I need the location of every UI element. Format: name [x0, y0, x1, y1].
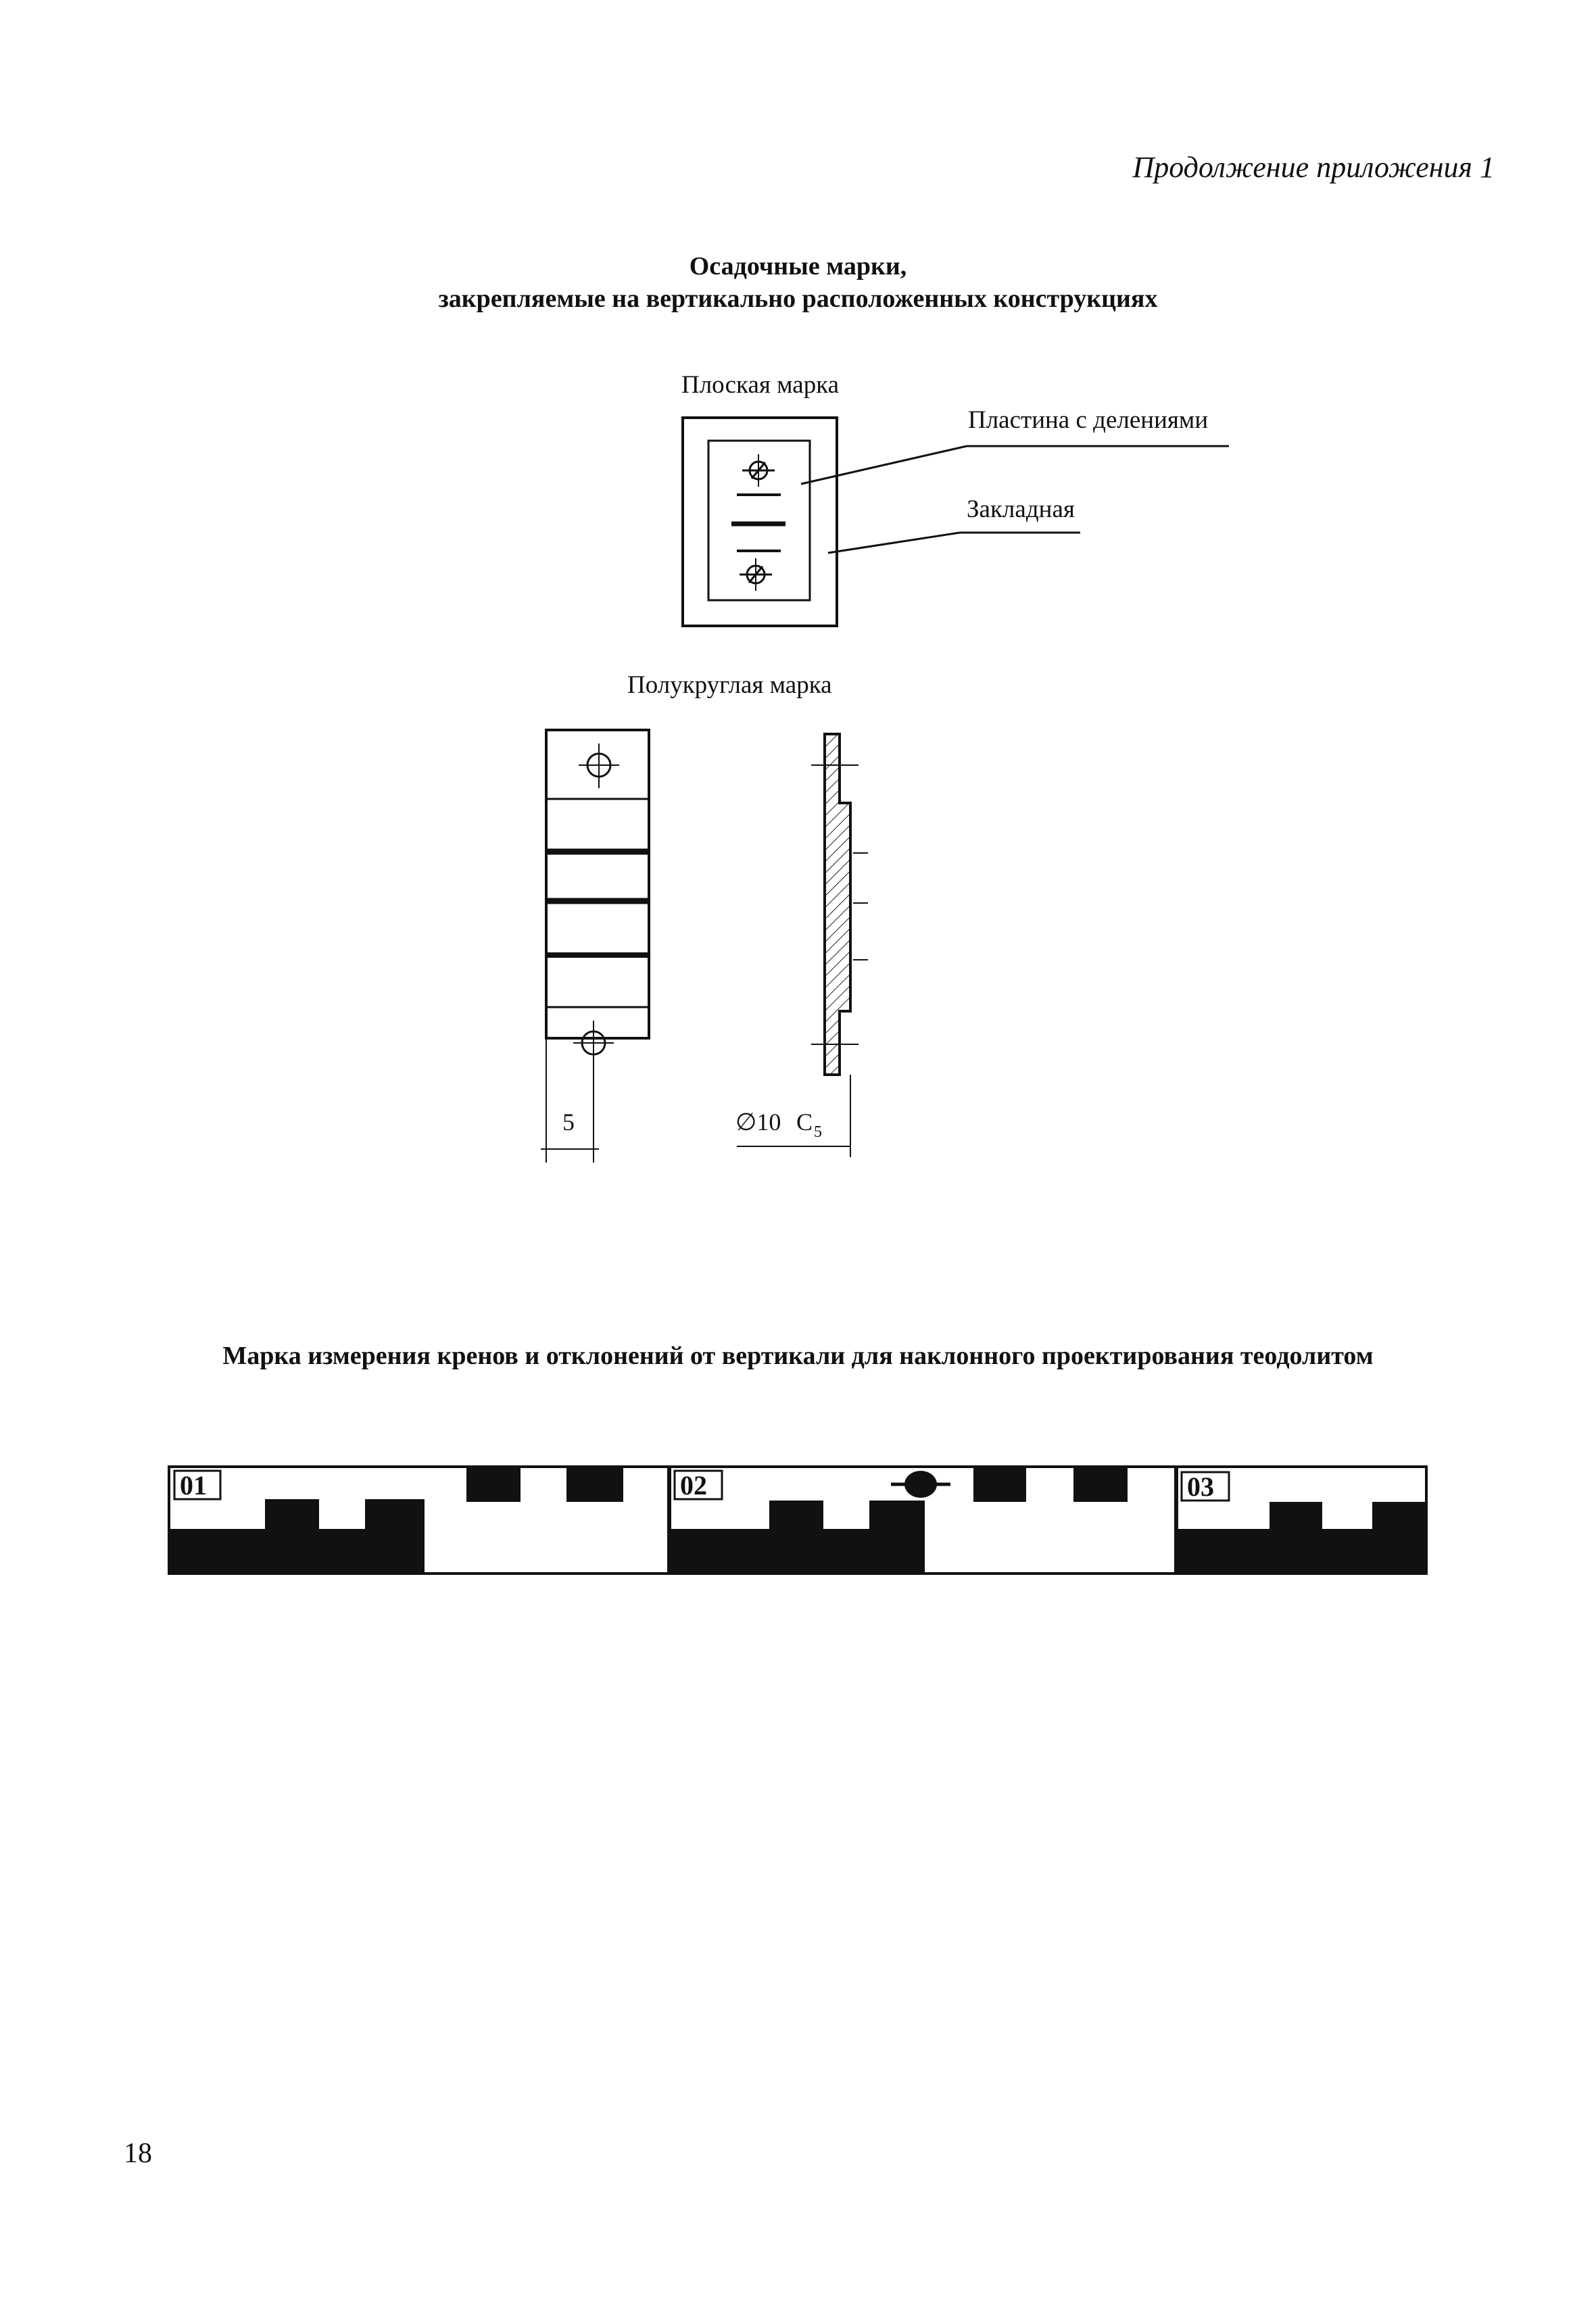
semicircular-mark-side-view — [735, 734, 868, 1157]
svg-text:01: 01 — [180, 1470, 207, 1501]
dimension-chamfer-label: C — [796, 1108, 813, 1136]
dimension-diameter-label: ∅10 — [735, 1108, 781, 1136]
callout-embed-leader — [828, 533, 960, 553]
scale-label-01 — [174, 1470, 220, 1501]
callout-plate-leader — [801, 446, 967, 484]
section2-title: Марка измерения кренов и отклонений от вертикали для наклонного проектирования теодолитом — [222, 1342, 1374, 1370]
semicircular-mark-caption: Полукруглая марка — [627, 671, 832, 699]
flat-mark-caption: Плоская марка — [681, 371, 840, 399]
svg-text:02: 02 — [680, 1470, 707, 1501]
svg-text:03: 03 — [1187, 1471, 1214, 1502]
semicircular-mark-front-view — [541, 730, 649, 1163]
inclination-scale-bar — [169, 1467, 1426, 1574]
scale-label-03 — [1182, 1471, 1229, 1502]
page-number: 18 — [124, 2138, 152, 2169]
dimension-width-label: 5 — [562, 1108, 575, 1136]
section1-title-line1: Осадочные марки, — [689, 252, 907, 281]
target-icon-upper — [579, 744, 619, 788]
continuation-heading: Продолжение приложения 1 — [1132, 151, 1495, 184]
callout-plate-label: Пластина с делениями — [968, 406, 1209, 434]
target-icon-bottom — [740, 558, 772, 591]
section1-title-line2: закрепляемые на вертикально расположенных конструкциях — [438, 285, 1158, 313]
dimension-chamfer-subscript: 5 — [814, 1123, 822, 1141]
target-icon-top — [742, 454, 775, 487]
callout-embed-label: Закладная — [967, 495, 1075, 523]
scale-label-02 — [675, 1470, 722, 1501]
target-icon-lower — [573, 1021, 614, 1163]
flat-mark-drawing — [683, 418, 1229, 626]
